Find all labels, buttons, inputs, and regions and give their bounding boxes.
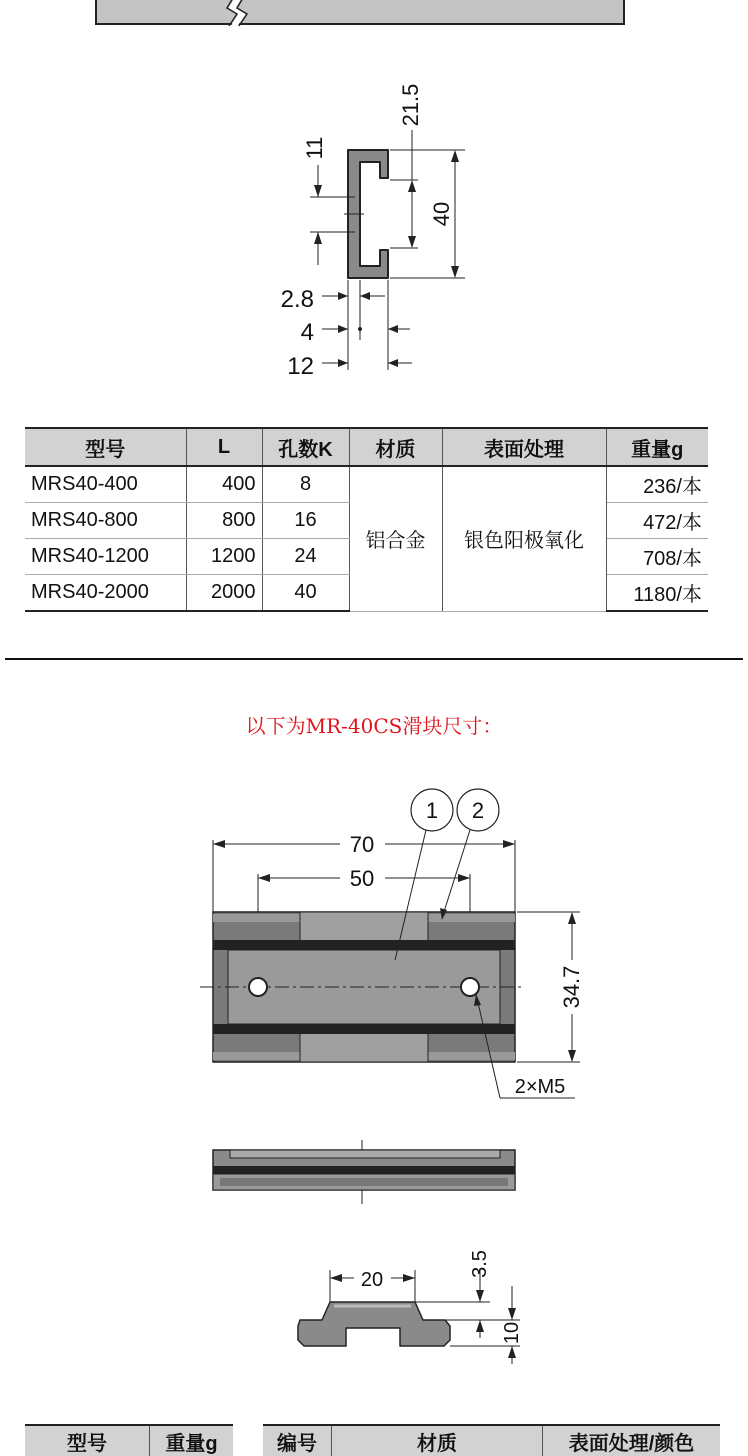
cell-length: 2000	[186, 575, 262, 612]
cell-weight: 236/本	[606, 466, 708, 503]
cell-holes: 40	[262, 575, 349, 612]
table-row	[25, 466, 708, 503]
cell-length: 400	[186, 466, 262, 503]
slider-model-table	[25, 1424, 233, 1456]
slider-side-view	[190, 1138, 550, 1208]
cell-holes: 8	[262, 466, 349, 503]
header-model: 型号	[25, 428, 186, 466]
cell-weight: 1180/本	[606, 575, 708, 612]
dim-20: 20	[360, 1269, 384, 1291]
rail-top-view	[0, 0, 748, 40]
cell-weight: 708/本	[606, 539, 708, 575]
dim-34-7: 34.7	[559, 965, 584, 1009]
slider-end-profile	[290, 1240, 540, 1370]
cell-finish: 银色阳极氧化	[442, 466, 606, 611]
header-part-number: 编号	[263, 1425, 332, 1456]
cell-model: MRS40-800	[25, 503, 186, 539]
cell-model: MRS40-2000	[25, 575, 186, 612]
header-slider-model: 型号	[25, 1425, 150, 1456]
dim-2-8: 2.8	[280, 286, 314, 313]
header-finish: 表面处理	[442, 428, 606, 466]
dim-4: 4	[300, 319, 314, 346]
section-divider	[5, 658, 743, 660]
dim-10: 10	[501, 1321, 523, 1345]
slider-top-view	[190, 780, 610, 1120]
slider-parts-table	[263, 1424, 720, 1456]
spec-table	[25, 427, 708, 612]
dim-thread: 2×M5	[514, 1076, 566, 1098]
cell-material: 铝合金	[349, 466, 442, 611]
dim-12: 12	[287, 353, 314, 380]
dim-40: 40	[429, 201, 454, 227]
dim-50: 50	[349, 866, 375, 891]
header-weight: 重量g	[606, 428, 708, 466]
callout-2: 2	[471, 798, 485, 823]
header-material: 材质	[349, 428, 442, 466]
header-holes: 孔数K	[262, 428, 349, 466]
header-part-material: 材质	[332, 1425, 543, 1456]
dim-11: 11	[302, 136, 327, 160]
dim-21-5: 21.5	[398, 83, 423, 127]
header-part-finish: 表面处理/颜色	[543, 1425, 721, 1456]
cell-length: 1200	[186, 539, 262, 575]
cell-holes: 24	[262, 539, 349, 575]
header-length: L	[186, 428, 262, 466]
cell-length: 800	[186, 503, 262, 539]
cell-model: MRS40-1200	[25, 539, 186, 575]
cell-weight: 472/本	[606, 503, 708, 539]
callout-1: 1	[425, 798, 439, 823]
section-note: 以下为MR-40CS滑块尺寸：	[245, 714, 503, 738]
header-slider-weight: 重量g	[150, 1425, 234, 1456]
cell-holes: 16	[262, 503, 349, 539]
rail-cross-section	[260, 70, 490, 390]
dim-70: 70	[349, 832, 375, 857]
spec-table-header	[25, 428, 708, 466]
dim-3-5: 3.5	[469, 1250, 491, 1278]
cell-model: MRS40-400	[25, 466, 186, 503]
